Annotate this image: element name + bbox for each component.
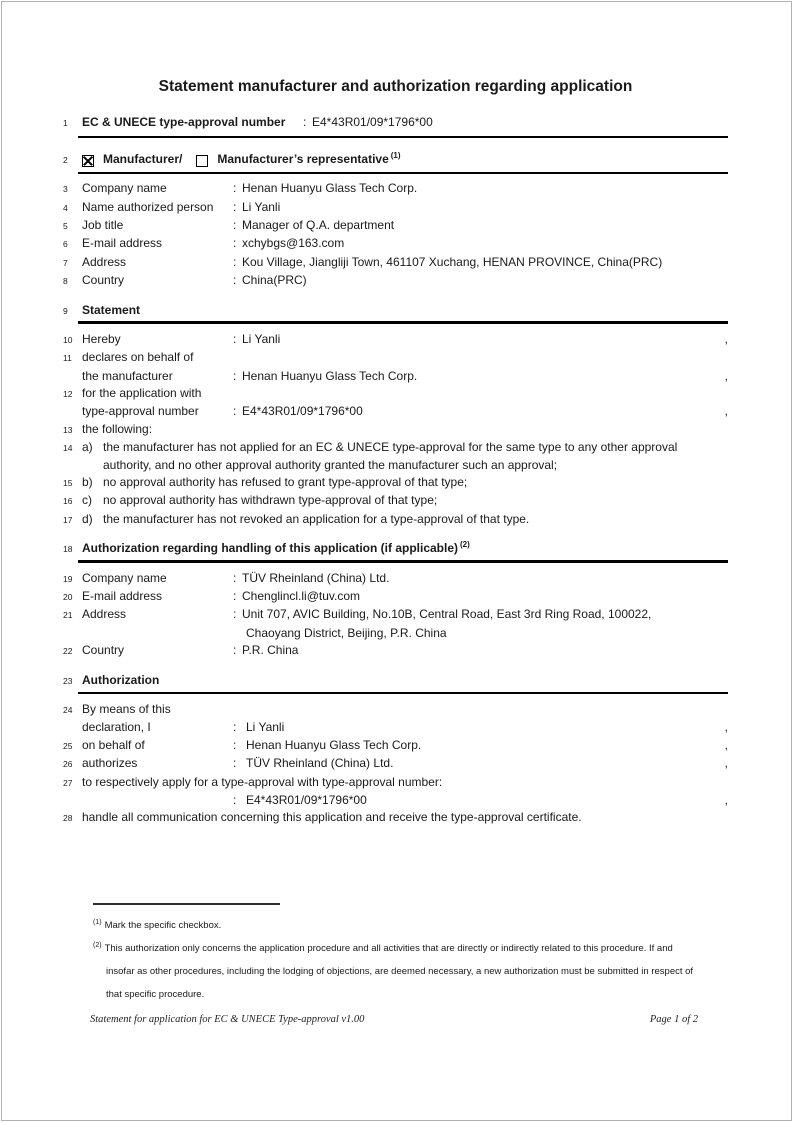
field-label: Country bbox=[82, 273, 125, 288]
field-label: for the application with bbox=[82, 386, 202, 401]
field-label: Company name bbox=[82, 570, 167, 585]
line-number: 3 bbox=[63, 184, 68, 195]
colon: : bbox=[233, 643, 237, 658]
field-value: E4*43R01/09*1796*00 bbox=[246, 792, 367, 807]
footnote-1 bbox=[93, 914, 705, 937]
form-row-authorized-person bbox=[63, 199, 728, 217]
line-number: 1 bbox=[63, 118, 68, 128]
colon: : bbox=[233, 589, 237, 603]
colon: : bbox=[233, 199, 237, 214]
field-label: declaration, I bbox=[82, 720, 151, 735]
statement-item-d bbox=[63, 511, 728, 529]
footnote-1-marker: (1) bbox=[93, 918, 102, 926]
line-number: 12 bbox=[63, 389, 73, 400]
form-row-approval-number-repeat bbox=[63, 792, 728, 809]
line-number: 28 bbox=[63, 813, 73, 824]
field-value: Li Yanli bbox=[242, 199, 281, 214]
form-row-agent-address-line2 bbox=[63, 625, 728, 642]
form-row-apply-for bbox=[63, 774, 728, 792]
statement-item-a bbox=[63, 439, 728, 474]
item-marker: c) bbox=[82, 493, 92, 508]
field-label: Job title bbox=[82, 217, 124, 232]
footnote-2-marker: (2) bbox=[93, 941, 102, 949]
statement-declaration bbox=[63, 331, 728, 529]
form-row-agent-country bbox=[63, 642, 728, 660]
form-row-by-means bbox=[63, 701, 728, 719]
colon: : bbox=[233, 570, 237, 585]
line-number: 2 bbox=[63, 155, 68, 166]
colon: : bbox=[233, 331, 237, 346]
field-label: Hereby bbox=[82, 331, 121, 346]
manufacturer-option-label: Manufacturer/ bbox=[103, 152, 183, 167]
trailing-comma: , bbox=[724, 792, 728, 807]
trailing-comma: , bbox=[724, 737, 728, 752]
field-value: Manager of Q.A. department bbox=[242, 217, 395, 232]
colon: : bbox=[233, 273, 237, 288]
line-number: 13 bbox=[63, 424, 73, 435]
field-value: TÜV Rheinland (China) Ltd. bbox=[246, 756, 394, 771]
field-label: Company name bbox=[82, 181, 167, 196]
handling-heading-row bbox=[63, 540, 728, 558]
line-number: 11 bbox=[63, 353, 72, 364]
form-row-agent-email bbox=[63, 588, 728, 606]
footnote-1-text: Mark the specific checkbox. bbox=[104, 920, 222, 931]
field-label: authorizes bbox=[82, 756, 138, 771]
footnotes bbox=[93, 914, 705, 1006]
line-number: 7 bbox=[63, 257, 68, 268]
field-value: China(PRC) bbox=[242, 273, 307, 288]
field-label: Name authorized person bbox=[82, 199, 214, 214]
form-row-the-manufacturer bbox=[63, 368, 728, 385]
line-number: 17 bbox=[63, 514, 73, 525]
field-value: P.R. China bbox=[242, 643, 299, 658]
field-label: E-mail address bbox=[82, 589, 163, 603]
field-value: Chaoyang District, Beijing, P.R. China bbox=[246, 625, 447, 640]
row-text: to respectively apply for a type-approval with type-approval number: bbox=[82, 774, 443, 789]
line-number: 23 bbox=[63, 675, 73, 686]
footer-page-number: Page 1 of 2 bbox=[649, 1014, 698, 1025]
page-footer bbox=[90, 1014, 698, 1025]
line-number: 21 bbox=[63, 610, 73, 621]
handling-heading-text: Authorization regarding handling of this application (if applicable) bbox=[82, 541, 459, 556]
authorization-heading: Authorization bbox=[82, 672, 160, 687]
colon: : bbox=[233, 737, 237, 752]
statement-item-c bbox=[63, 492, 728, 510]
field-label: E-mail address bbox=[82, 236, 163, 251]
line-number: 6 bbox=[63, 239, 68, 250]
authorization-details bbox=[63, 701, 728, 828]
statement-heading: Statement bbox=[82, 302, 141, 317]
section-divider bbox=[78, 692, 728, 694]
field-label: on behalf of bbox=[82, 737, 145, 752]
section-divider bbox=[78, 560, 728, 562]
form-row-type-approval-number bbox=[63, 403, 728, 420]
line-number: 26 bbox=[63, 759, 73, 770]
trailing-comma: , bbox=[724, 756, 728, 771]
document-title: Statement manufacturer and authorization regarding application bbox=[158, 78, 633, 95]
item-marker: d) bbox=[82, 511, 93, 526]
field-label: type-approval number bbox=[82, 404, 199, 419]
item-marker: a) bbox=[82, 440, 93, 455]
form-row-country bbox=[63, 272, 728, 290]
item-text bbox=[103, 439, 728, 474]
item-text: no approval authority has refused to grant type-approval of that type; bbox=[103, 475, 468, 490]
footer-document-version: Statement for application for EC & UNECE Type-approval v1.00 bbox=[90, 1014, 365, 1025]
field-value: Chenglincl.li@tuv.com bbox=[242, 589, 361, 603]
colon: : bbox=[233, 236, 237, 251]
colon: : bbox=[233, 404, 237, 419]
footnote-2-line bbox=[93, 937, 705, 960]
footnote-1-line bbox=[93, 914, 705, 937]
section-divider bbox=[78, 321, 728, 323]
line-number: 9 bbox=[63, 305, 68, 316]
line-number: 4 bbox=[63, 202, 68, 213]
section-divider bbox=[78, 136, 728, 138]
line-number: 16 bbox=[63, 496, 73, 507]
colon: : bbox=[233, 756, 237, 771]
handling-heading bbox=[82, 540, 470, 557]
form-row-job-title bbox=[63, 217, 728, 235]
footnote-2-text: This authorization only concerns the application procedure and all activities that are directly or indirectly related to this procedure. If and bbox=[104, 943, 673, 954]
trailing-comma: , bbox=[724, 720, 728, 735]
line-number: 14 bbox=[63, 443, 73, 454]
line-number: 18 bbox=[63, 544, 73, 555]
footnote-2 bbox=[93, 937, 705, 1006]
colon: : bbox=[233, 607, 237, 622]
statement-item-b bbox=[63, 474, 728, 492]
trailing-comma: , bbox=[724, 404, 728, 419]
representative-option-text: Manufacturer’s representative bbox=[217, 152, 389, 167]
form-row-the-following bbox=[63, 421, 728, 439]
form-row-authorizes bbox=[63, 755, 728, 773]
authorization-heading-row bbox=[63, 672, 728, 690]
field-label: By means of this bbox=[82, 701, 171, 716]
colon: : bbox=[303, 115, 307, 129]
field-label: Address bbox=[82, 254, 127, 269]
line-number: 22 bbox=[63, 646, 73, 657]
form-row-address bbox=[63, 254, 728, 272]
colon: : bbox=[233, 254, 237, 269]
form-row-hereby bbox=[63, 331, 728, 349]
approval-number-row bbox=[63, 114, 728, 132]
field-value: Unit 707, AVIC Building, No.10B, Central Road, East 3rd Ring Road, 100022, bbox=[242, 607, 652, 622]
approval-number-label: EC & UNECE type-approval number bbox=[82, 115, 286, 129]
field-value: xchybgs@163.com bbox=[242, 236, 345, 251]
field-label: Country bbox=[82, 643, 125, 658]
line-number: 8 bbox=[63, 276, 68, 287]
line-number: 20 bbox=[63, 592, 73, 602]
footnote-separator bbox=[93, 903, 280, 905]
document-content bbox=[63, 0, 728, 828]
item-text: no approval authority has withdrawn type-approval of that type; bbox=[103, 493, 438, 508]
section-divider bbox=[78, 172, 728, 174]
colon: : bbox=[233, 217, 237, 232]
footnote-reference-1: (1) bbox=[390, 151, 401, 161]
footnote-2-line: insofar as other procedures, including the lodging of objections, are deemed necessary, a new authorization must be submitted in respect of bbox=[106, 966, 694, 977]
line-number: 10 bbox=[63, 334, 73, 345]
field-label: declares on behalf of bbox=[82, 350, 194, 365]
form-row-on-behalf bbox=[63, 737, 728, 755]
colon: : bbox=[233, 368, 237, 383]
manufacturer-details bbox=[63, 180, 728, 290]
manufacturer-checkbox-icon bbox=[82, 155, 94, 167]
field-value: TÜV Rheinland (China) Ltd. bbox=[242, 570, 390, 585]
form-row-declaration bbox=[63, 719, 728, 736]
role-row bbox=[63, 151, 728, 169]
form-row-handle-communication bbox=[63, 809, 728, 827]
row-text: handle all communication concerning this application and receive the type-approval certificate. bbox=[82, 810, 582, 825]
colon: : bbox=[233, 720, 237, 735]
item-text-line: authority, and no other approval authority granted the manufacturer such an approval; bbox=[103, 457, 558, 472]
line-number: 15 bbox=[63, 478, 73, 489]
field-label: Address bbox=[82, 607, 127, 622]
item-text: the manufacturer has not revoked an application for a type-approval of that type. bbox=[103, 511, 530, 526]
field-value: Li Yanli bbox=[246, 720, 285, 735]
trailing-comma: , bbox=[724, 368, 728, 383]
line-number: 19 bbox=[63, 573, 73, 584]
form-row-agent-address bbox=[63, 606, 728, 624]
form-row-declares bbox=[63, 349, 728, 367]
form-row-company-name bbox=[63, 180, 728, 198]
field-value: E4*43R01/09*1796*00 bbox=[242, 404, 363, 419]
footnote-reference-2: (2) bbox=[460, 540, 470, 550]
form-row-for-application bbox=[63, 385, 728, 403]
field-value: Henan Huanyu Glass Tech Corp. bbox=[242, 181, 418, 196]
line-number: 27 bbox=[63, 777, 73, 788]
colon: : bbox=[233, 181, 237, 196]
line-number: 25 bbox=[63, 740, 73, 751]
field-value: Kou Village, Jiangliji Town, 461107 Xuchang, HENAN PROVINCE, China(PRC) bbox=[242, 254, 663, 269]
footnote-2-line: that specific procedure. bbox=[106, 989, 205, 1000]
form-row-agent-company bbox=[63, 570, 728, 588]
field-value: Henan Huanyu Glass Tech Corp. bbox=[246, 737, 422, 752]
item-text-line: the manufacturer has not applied for an EC & UNECE type-approval for the same type to any other approval bbox=[103, 440, 678, 455]
line-number: 5 bbox=[63, 220, 68, 231]
item-marker: b) bbox=[82, 475, 93, 490]
trailing-comma: , bbox=[724, 331, 728, 346]
field-label: the manufacturer bbox=[82, 368, 173, 383]
representative-checkbox-icon bbox=[196, 155, 208, 167]
representative-option-label bbox=[217, 151, 400, 168]
colon: : bbox=[233, 792, 237, 807]
field-label: the following: bbox=[82, 421, 153, 436]
handling-details bbox=[63, 570, 728, 661]
statement-heading-row bbox=[63, 302, 728, 320]
form-row-email bbox=[63, 235, 728, 253]
line-number: 24 bbox=[63, 704, 73, 715]
approval-number-value: E4*43R01/09*1796*00 bbox=[312, 115, 433, 129]
field-value: Li Yanli bbox=[242, 331, 281, 346]
field-value: Henan Huanyu Glass Tech Corp. bbox=[242, 368, 418, 383]
